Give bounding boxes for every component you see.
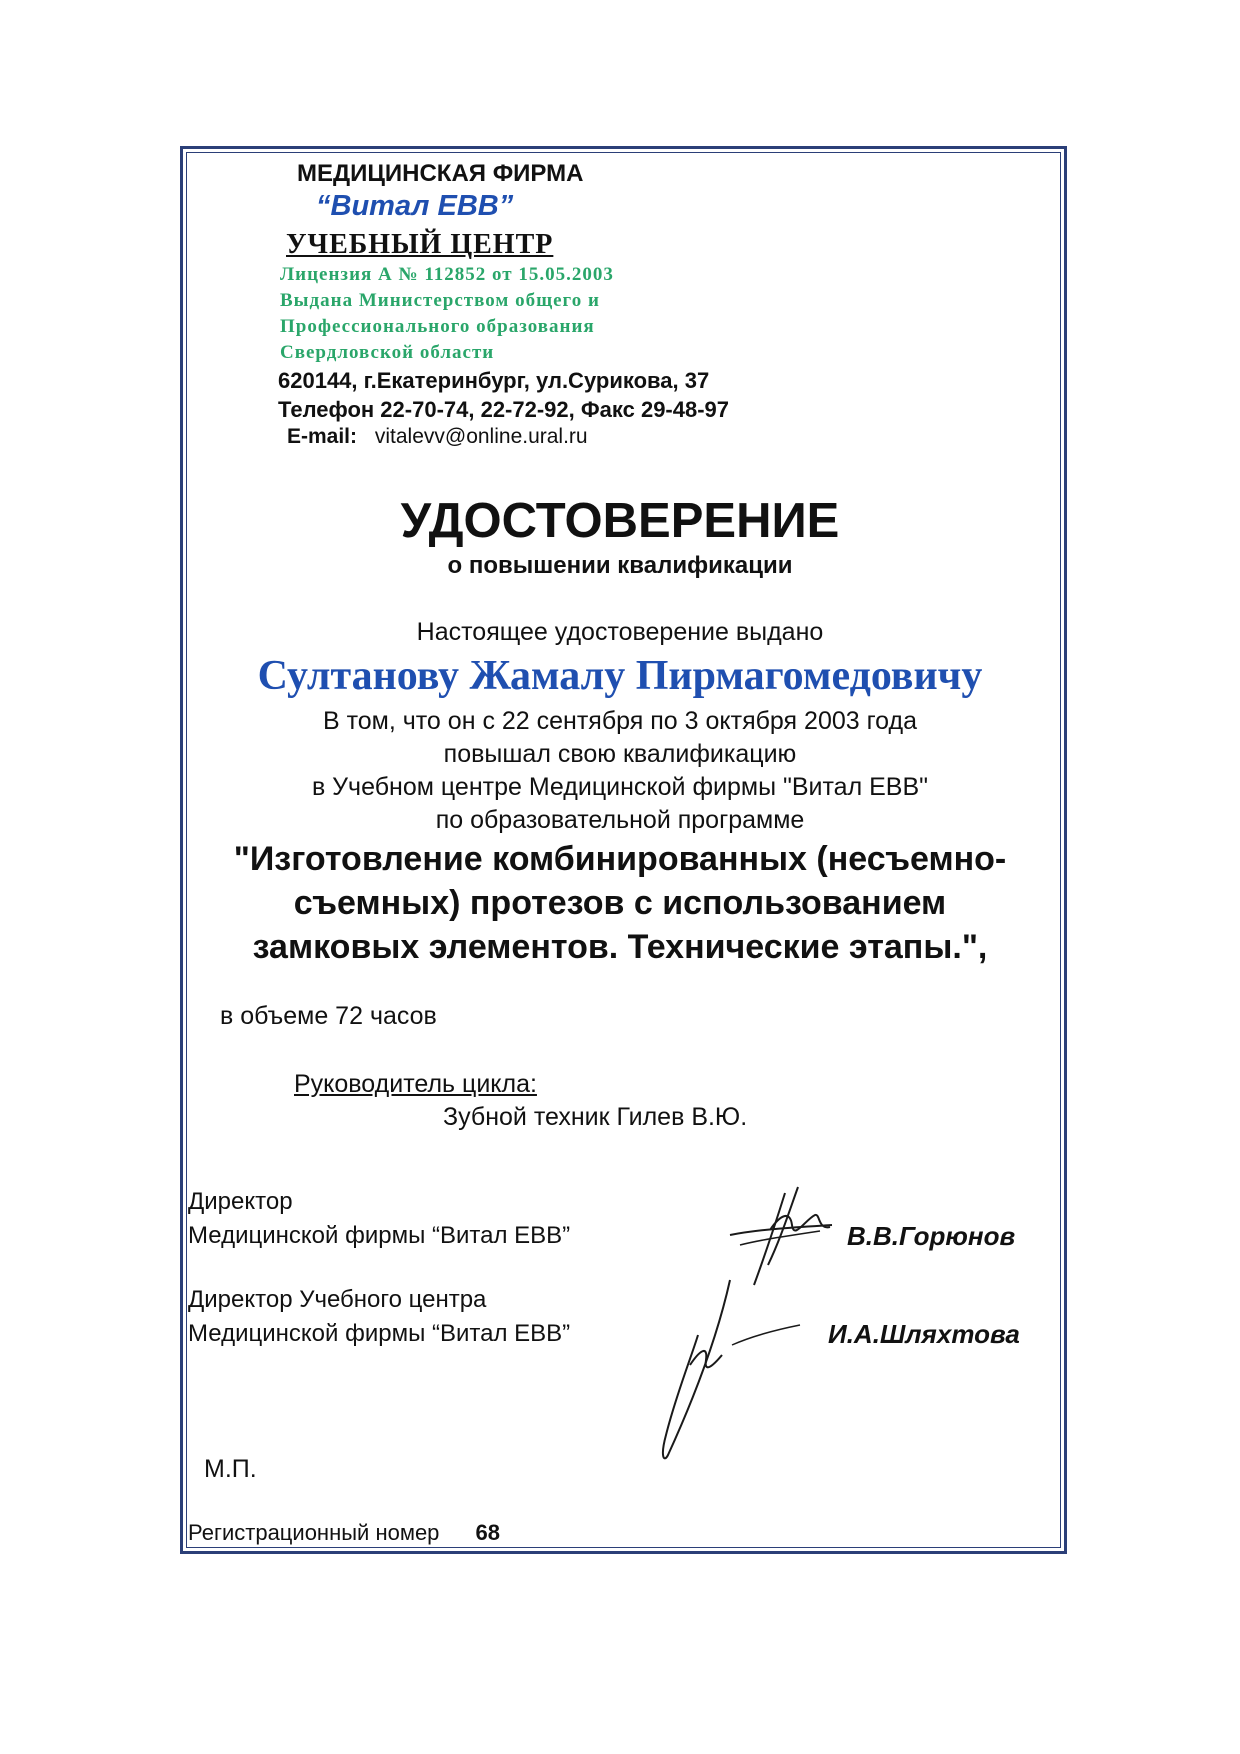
registration-number: 68 — [475, 1520, 501, 1545]
registration-label: Регистрационный номер — [188, 1520, 440, 1545]
email-row — [287, 425, 588, 449]
director-title: Директор — [188, 1188, 293, 1215]
body-line-4: по образовательной программе — [435, 806, 805, 834]
cycle-head-label: Руководитель цикла: — [294, 1070, 537, 1098]
email-label: E-mail: — [287, 425, 358, 448]
course-volume: в объеме 72 часов — [220, 1002, 437, 1030]
license-line-2: Выдана Министерством общего и — [280, 290, 600, 311]
program-line-3: замковых элементов. Технические этапы.", — [252, 928, 988, 966]
program-line-1: "Изготовление комбинированных (несъемно- — [233, 840, 1007, 878]
email-address: vitalevv@online.ural.ru — [374, 425, 588, 448]
license-line-3: Профессионального образования — [280, 316, 595, 337]
issued-to-text: Настоящее удостоверение выдано — [416, 618, 824, 646]
company-name: МЕДИЦИНСКАЯ ФИРМА — [297, 160, 584, 187]
body-line-3: в Учебном центре Медицинской фирмы "Витал ЕВВ" — [311, 773, 929, 801]
program-line-2: съемных) протезов с использованием — [293, 884, 947, 922]
certificate-title: УДОСТОВЕРЕНИЕ — [400, 494, 840, 548]
seal-place: М.П. — [204, 1455, 257, 1483]
training-center-heading: УЧЕБНЫЙ ЦЕНТР — [286, 229, 554, 260]
body-line-1: В том, что он с 22 сентября по 3 октября 2003 года — [322, 707, 918, 735]
license-line-4: Свердловской области — [280, 342, 495, 363]
phone-fax: Телефон 22-70-74, 22-72-92, Факс 29-48-97 — [278, 397, 730, 422]
center-director-company: Медицинской фирмы “Витал ЕВВ” — [188, 1320, 571, 1347]
body-line-2: повышал свою квалификацию — [443, 740, 797, 768]
brand-name: “Витал ЕВВ” — [316, 190, 514, 222]
director-company: Медицинской фирмы “Витал ЕВВ” — [188, 1222, 571, 1249]
center-director-title: Директор Учебного центра — [188, 1286, 487, 1313]
center-director-name: И.А.Шляхтова — [828, 1319, 1020, 1349]
center-director-signature — [650, 1275, 810, 1465]
cycle-head-name: Зубной техник Гилев В.Ю. — [443, 1103, 748, 1131]
recipient-name: Султанову Жамалу Пирмагомедовичу — [257, 653, 983, 699]
director-name: В.В.Горюнов — [847, 1221, 1016, 1251]
certificate-subtitle: о повышении квалификации — [447, 552, 793, 579]
registration-row — [188, 1520, 500, 1546]
license-line-1: Лицензия А № 112852 от 15.05.2003 — [280, 264, 614, 285]
address: 620144, г.Екатеринбург, ул.Сурикова, 37 — [278, 368, 710, 393]
